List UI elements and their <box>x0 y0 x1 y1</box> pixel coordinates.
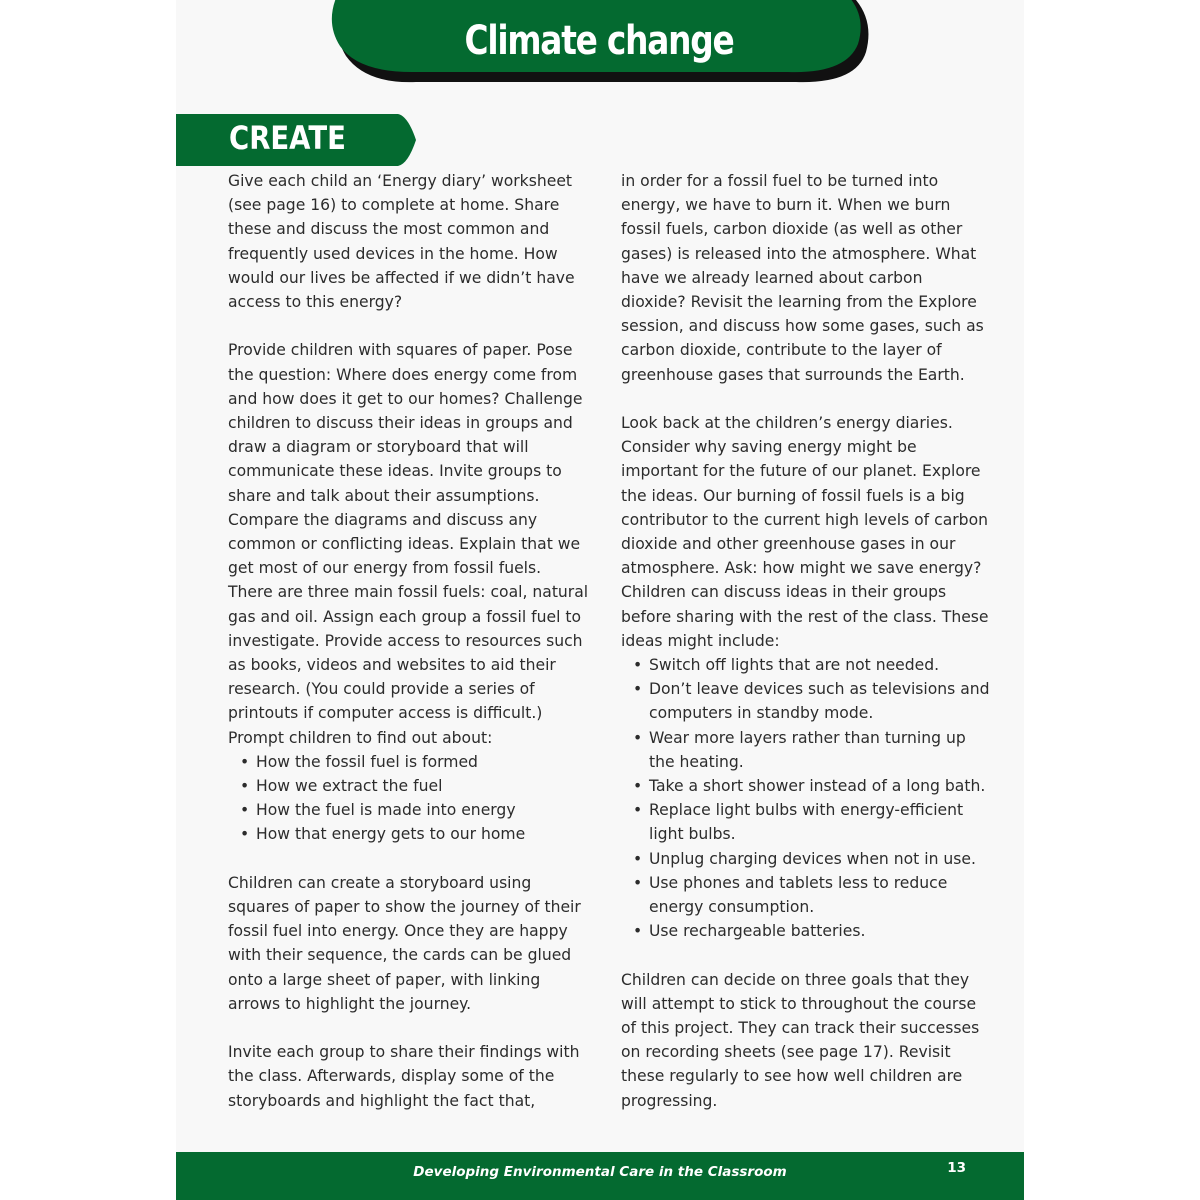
list-item: • How the fuel is made into energy <box>256 798 590 822</box>
list-item: • Unplug charging devices when not in use. <box>649 847 991 871</box>
list-item: • Use rechargeable batteries. <box>649 919 991 943</box>
paragraph-with-list <box>621 411 991 943</box>
paragraph: Provide children with squares of paper. Pose the question: Where does energy come from and how does it get to our homes? Challenge children to discuss their ideas in groups and draw a diagram or storyboard that will communicate these ideas. Invite groups to share and talk about their assumptions. Compare the diagrams and discuss any common or conflicting ideas. Explain that we get most of our energy from fossil fuels. There are three main fossil fuels: coal, natural gas and oil. Assign each group a fossil fuel to investigate. Provide access to resources such as books, videos and websites to aid their research. (You could provide a series of printouts if computer access is difficult.) Prompt children to find out about: <box>228 341 589 747</box>
paragraph: Look back at the children’s energy diaries. Consider why saving energy might be important for the future of our planet. Explore the ideas. Our burning of fossil fuels is a big contributor to the current high levels of carbon dioxide and other greenhouse gases in our atmosphere. Ask: how might we save energy? Children can discuss ideas in their groups before sharing with the rest of the class. These ideas might include: <box>621 414 989 650</box>
list-item: • Don’t leave devices such as televisions and computers in standby mode. <box>649 677 991 725</box>
list-item: • Switch off lights that are not needed. <box>649 653 991 677</box>
footer-bar <box>176 1152 1024 1200</box>
footer-title: Developing Environmental Care in the Classroom <box>413 1164 787 1180</box>
bullet-list <box>621 653 991 943</box>
list-item: • Use phones and tablets less to reduce energy consumption. <box>649 871 991 919</box>
section-heading: CREATE <box>229 119 346 157</box>
paragraph-with-list <box>228 338 590 846</box>
list-item: • Wear more layers rather than turning up the heating. <box>649 726 991 774</box>
paragraph: Children can create a storyboard using squares of paper to show the journey of their fossil fuel into energy. Once they are happy with their sequence, the cards can be glued onto a large sheet of paper, with linking arrows to highlight the journey. <box>228 873 581 1013</box>
list-item: • How we extract the fuel <box>256 774 590 798</box>
paragraph: Children can decide on three goals that they will attempt to stick to throughout the course of this project. They can track their successes on recording sheets (see page 17). Revisit these regularly to see how well children are progressing. <box>621 970 980 1110</box>
paragraph: in order for a fossil fuel to be turned into energy, we have to burn it. When we burn fossil fuels, carbon dioxide (as well as other gases) is released into the atmosphere. What have we already learned about carbon dioxide? Revisit the learning from the Explore session, and discuss how some gases, such as carbon dioxide, contribute to the layer of greenhouse gases that surrounds the Earth. <box>621 172 984 384</box>
page-number: 13 <box>947 1160 966 1176</box>
left-column <box>228 169 590 1137</box>
list-item: • Replace light bulbs with energy-efficient light bulbs. <box>649 798 991 846</box>
list-item: • How the fossil fuel is formed <box>256 750 590 774</box>
right-column <box>621 169 991 1137</box>
paragraph: Invite each group to share their findings with the class. Afterwards, display some of the storyboards and highlight the fact that, <box>228 1043 580 1110</box>
list-item: • How that energy gets to our home <box>256 822 590 846</box>
list-item: • Take a short shower instead of a long bath. <box>649 774 991 798</box>
page-title: Climate change <box>464 18 734 64</box>
bullet-list <box>228 750 590 847</box>
paragraph: Give each child an ‘Energy diary’ worksheet (see page 16) to complete at home. Share these and discuss the most common and frequently used devices in the home. How would our lives be affected if we didn’t have access to this energy? <box>228 172 575 312</box>
